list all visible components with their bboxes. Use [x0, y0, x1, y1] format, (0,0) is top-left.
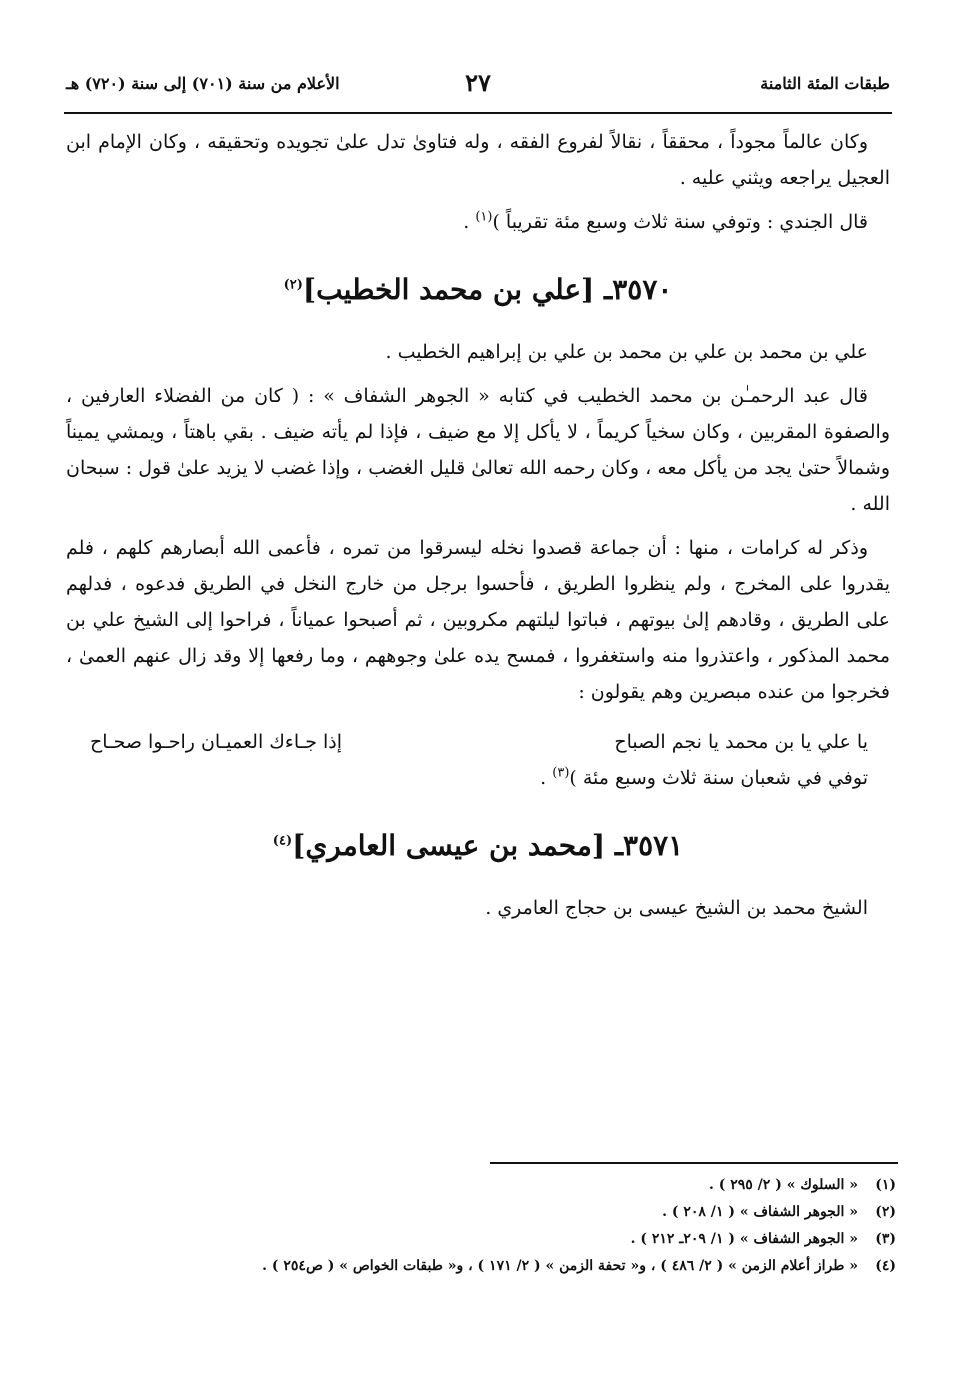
running-header-left: الأعلام من سنة (٧٠١) إلى سنة (٧٢٠) هـ	[66, 74, 340, 93]
footnote-ref[interactable]: (١)	[475, 209, 493, 225]
entry-heading-text: ٣٥٧٠ـ [علي بن محمد الخطيب]	[302, 273, 673, 306]
footnote-number: (١)	[875, 1177, 896, 1193]
footnote-number: (٣)	[875, 1231, 896, 1247]
footnote-text: « السلوك » ( ٢/ ٢٩٥ ) .	[708, 1177, 858, 1193]
paragraph	[66, 204, 890, 240]
entry-heading	[66, 268, 890, 312]
footnote-number: (٢)	[875, 1204, 896, 1220]
paragraph-text: قال الجندي : وتوفي سنة ثلاث وسبع مئة تقريباً )	[492, 211, 868, 233]
paragraph	[66, 760, 890, 796]
footnote	[66, 1172, 896, 1199]
footnote	[66, 1226, 896, 1253]
footnote-ref[interactable]: (٢)	[283, 277, 303, 293]
footnote-ref[interactable]: (٣)	[552, 765, 570, 781]
header-rule	[64, 112, 892, 114]
footnote-text: « الجوهر الشفاف » ( ١/ ٢٠٩ـ ٢١٢ ) .	[630, 1231, 858, 1247]
footnote-text: « الجوهر الشفاف » ( ١/ ٢٠٨ ) .	[662, 1204, 858, 1220]
footnote-rule	[490, 1162, 898, 1164]
paragraph: الشيخ محمد بن الشيخ عيسى بن حجاج العامري .	[485, 897, 868, 919]
footnote-ref[interactable]: (٤)	[272, 833, 293, 849]
footnote	[66, 1253, 896, 1280]
footnote-text: « طراز أعلام الزمن » ( ٢/ ٤٨٦ ) ، و« تحفة الزمن » ( ٢/ ١٧١ ) ، و« طبقات الخواص » ( ص٢٥٤ ) .	[262, 1258, 858, 1274]
paragraph: علي بن محمد بن علي بن محمد بن علي بن إبراهيم الخطيب .	[385, 341, 868, 363]
entry-heading-text: ٣٥٧١ـ [محمد بن عيسى العامري]	[292, 829, 684, 862]
paragraph: وكان عالماً مجوداً ، محققاً ، نقالاً لفروع الفقه ، وله فتاوىٰ تدل علىٰ تجويده وتحقيقه ، وكان الإمام ابن العجيل يراجعه ويثني عليه .	[66, 131, 890, 189]
page-number: ٢٧	[465, 68, 491, 97]
footnotes	[66, 1172, 896, 1280]
entry-heading	[66, 824, 890, 868]
main-text	[66, 124, 890, 934]
poetry-verse	[66, 724, 890, 760]
running-header-right: طبقات المئة الثامنة	[760, 74, 890, 93]
paragraph: قال عبد الرحمـٰن بن محمد الخطيب في كتابه « الجوهر الشفاف » : ( كان من الفضلاء العارفين ، والصفوة المقربين ، وكان سخياً كريماً ، لا يأكل إلا مع ضيف ، فإذا لم يأته ضيف . بقي باهتاً ، ويمشي يميناً وشمالاً حتىٰ يجد من يأكل معه ، وكان رحمه الله تعالىٰ قليل الغضب ، وإذا غضب لا يزيد علىٰ قول : سبحان الله .	[66, 385, 890, 515]
footnote-number: (٤)	[875, 1258, 896, 1274]
paragraph-text: توفي في شعبان سنة ثلاث وسبع مئة )	[569, 767, 868, 789]
paragraph: وذكر له كرامات ، منها : أن جماعة قصدوا نخله ليسرقوا من تمره ، فأعمى الله أبصارهم كلهم ، فلم يقدروا على المخرج ، ولم ينظروا الطريق ، فأحسوا برجل من خارج النخل في الطريق فدعوه ، فدلهم على الطريق ، وقادهم إلىٰ بيوتهم ، فباتوا ليلتهم مكروبين ، ثم أصبحوا عمياناً ، فراحوا إلى الشيخ علي بن محمد المذكور ، واعتذروا منه واستغفروا ، فمسح يده علىٰ وجوههم ، وما رفعها إلا وقد زال عنهم العمىٰ ، فخرجوا من عنده مبصرين وهم يقولون :	[66, 537, 890, 703]
paragraph-end: .	[463, 211, 476, 233]
verse-first-hemistich: يا علي يا بن محمد يا نجم الصباح	[614, 731, 868, 753]
verse-second-hemistich: إذا جـاءك العميـان راحـوا صحـاح	[90, 731, 343, 753]
paragraph-end: .	[540, 767, 553, 789]
footnote	[66, 1199, 896, 1226]
